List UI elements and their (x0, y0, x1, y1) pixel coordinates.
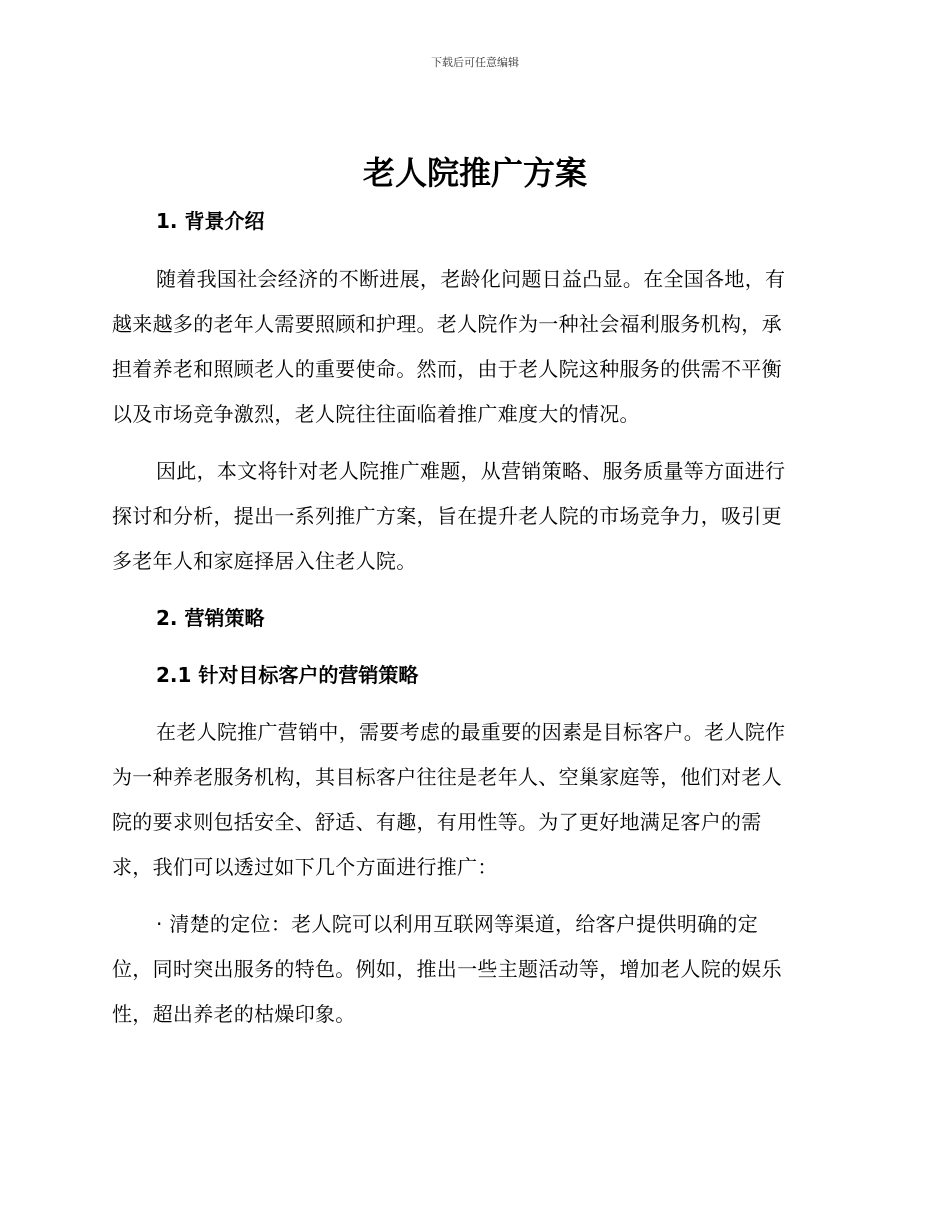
paragraph-line: 因此，本文将针对老人院推广难题，从营销策略、服务质量等方面进行 (156, 459, 786, 483)
paragraph-line: 求，我们可以透过如下几个方面进行推广： (112, 855, 498, 879)
paragraph-line: 在老人院推广营销中，需要考虑的最重要的因素是目标客户。老人院作 (156, 720, 786, 744)
paragraph-line: 随着我国社会经济的不断进展，老龄化问题日益凸显。在全国各地，有 (156, 267, 786, 291)
section-heading-background: 1. 背景介绍 (156, 209, 265, 233)
paragraph-target-customers (112, 710, 834, 890)
paragraph-line: 探讨和分析，提出一系列推广方案，旨在提升老人院的市场竞争力，吸引更 (112, 504, 782, 528)
section-heading-marketing: 2. 营销策略 (156, 606, 265, 630)
paragraph-line: · 清楚的定位：老人院可以利用互联网等渠道，给客户提供明确的定 (156, 912, 759, 936)
page-header-note: 下载后可任意编辑 (431, 56, 519, 69)
paragraph-line: 以及市场竞争激烈，老人院往往面临着推广难度大的情况。 (112, 402, 640, 426)
document-title: 老人院推广方案 (362, 154, 587, 192)
paragraph-background-2 (112, 449, 834, 584)
paragraph-line: 担着养老和照顾老人的重要使命。然而，由于老人院这种服务的供需不平衡 (112, 357, 782, 381)
paragraph-line: 多老年人和家庭择居入住老人院。 (112, 549, 417, 573)
paragraph-line: 位，同时突出服务的特色。例如，推出一些主题活动等，增加老人院的娱乐 (112, 957, 782, 981)
paragraph-line: 性，超出养老的枯燥印象。 (112, 1002, 356, 1026)
paragraph-background-1 (112, 257, 834, 437)
bullet-clear-positioning (112, 902, 834, 1037)
subsection-heading-target-customers: 2.1 针对目标客户的营销策略 (156, 663, 419, 687)
paragraph-line: 越来越多的老年人需要照顾和护理。老人院作为一种社会福利服务机构，承 (112, 312, 782, 336)
paragraph-line: 为一种养老服务机构，其目标客户往往是老年人、空巢家庭等，他们对老人 (112, 765, 782, 789)
paragraph-line: 院的要求则包括安全、舒适、有趣，有用性等。为了更好地满足客户的需 (112, 810, 762, 834)
